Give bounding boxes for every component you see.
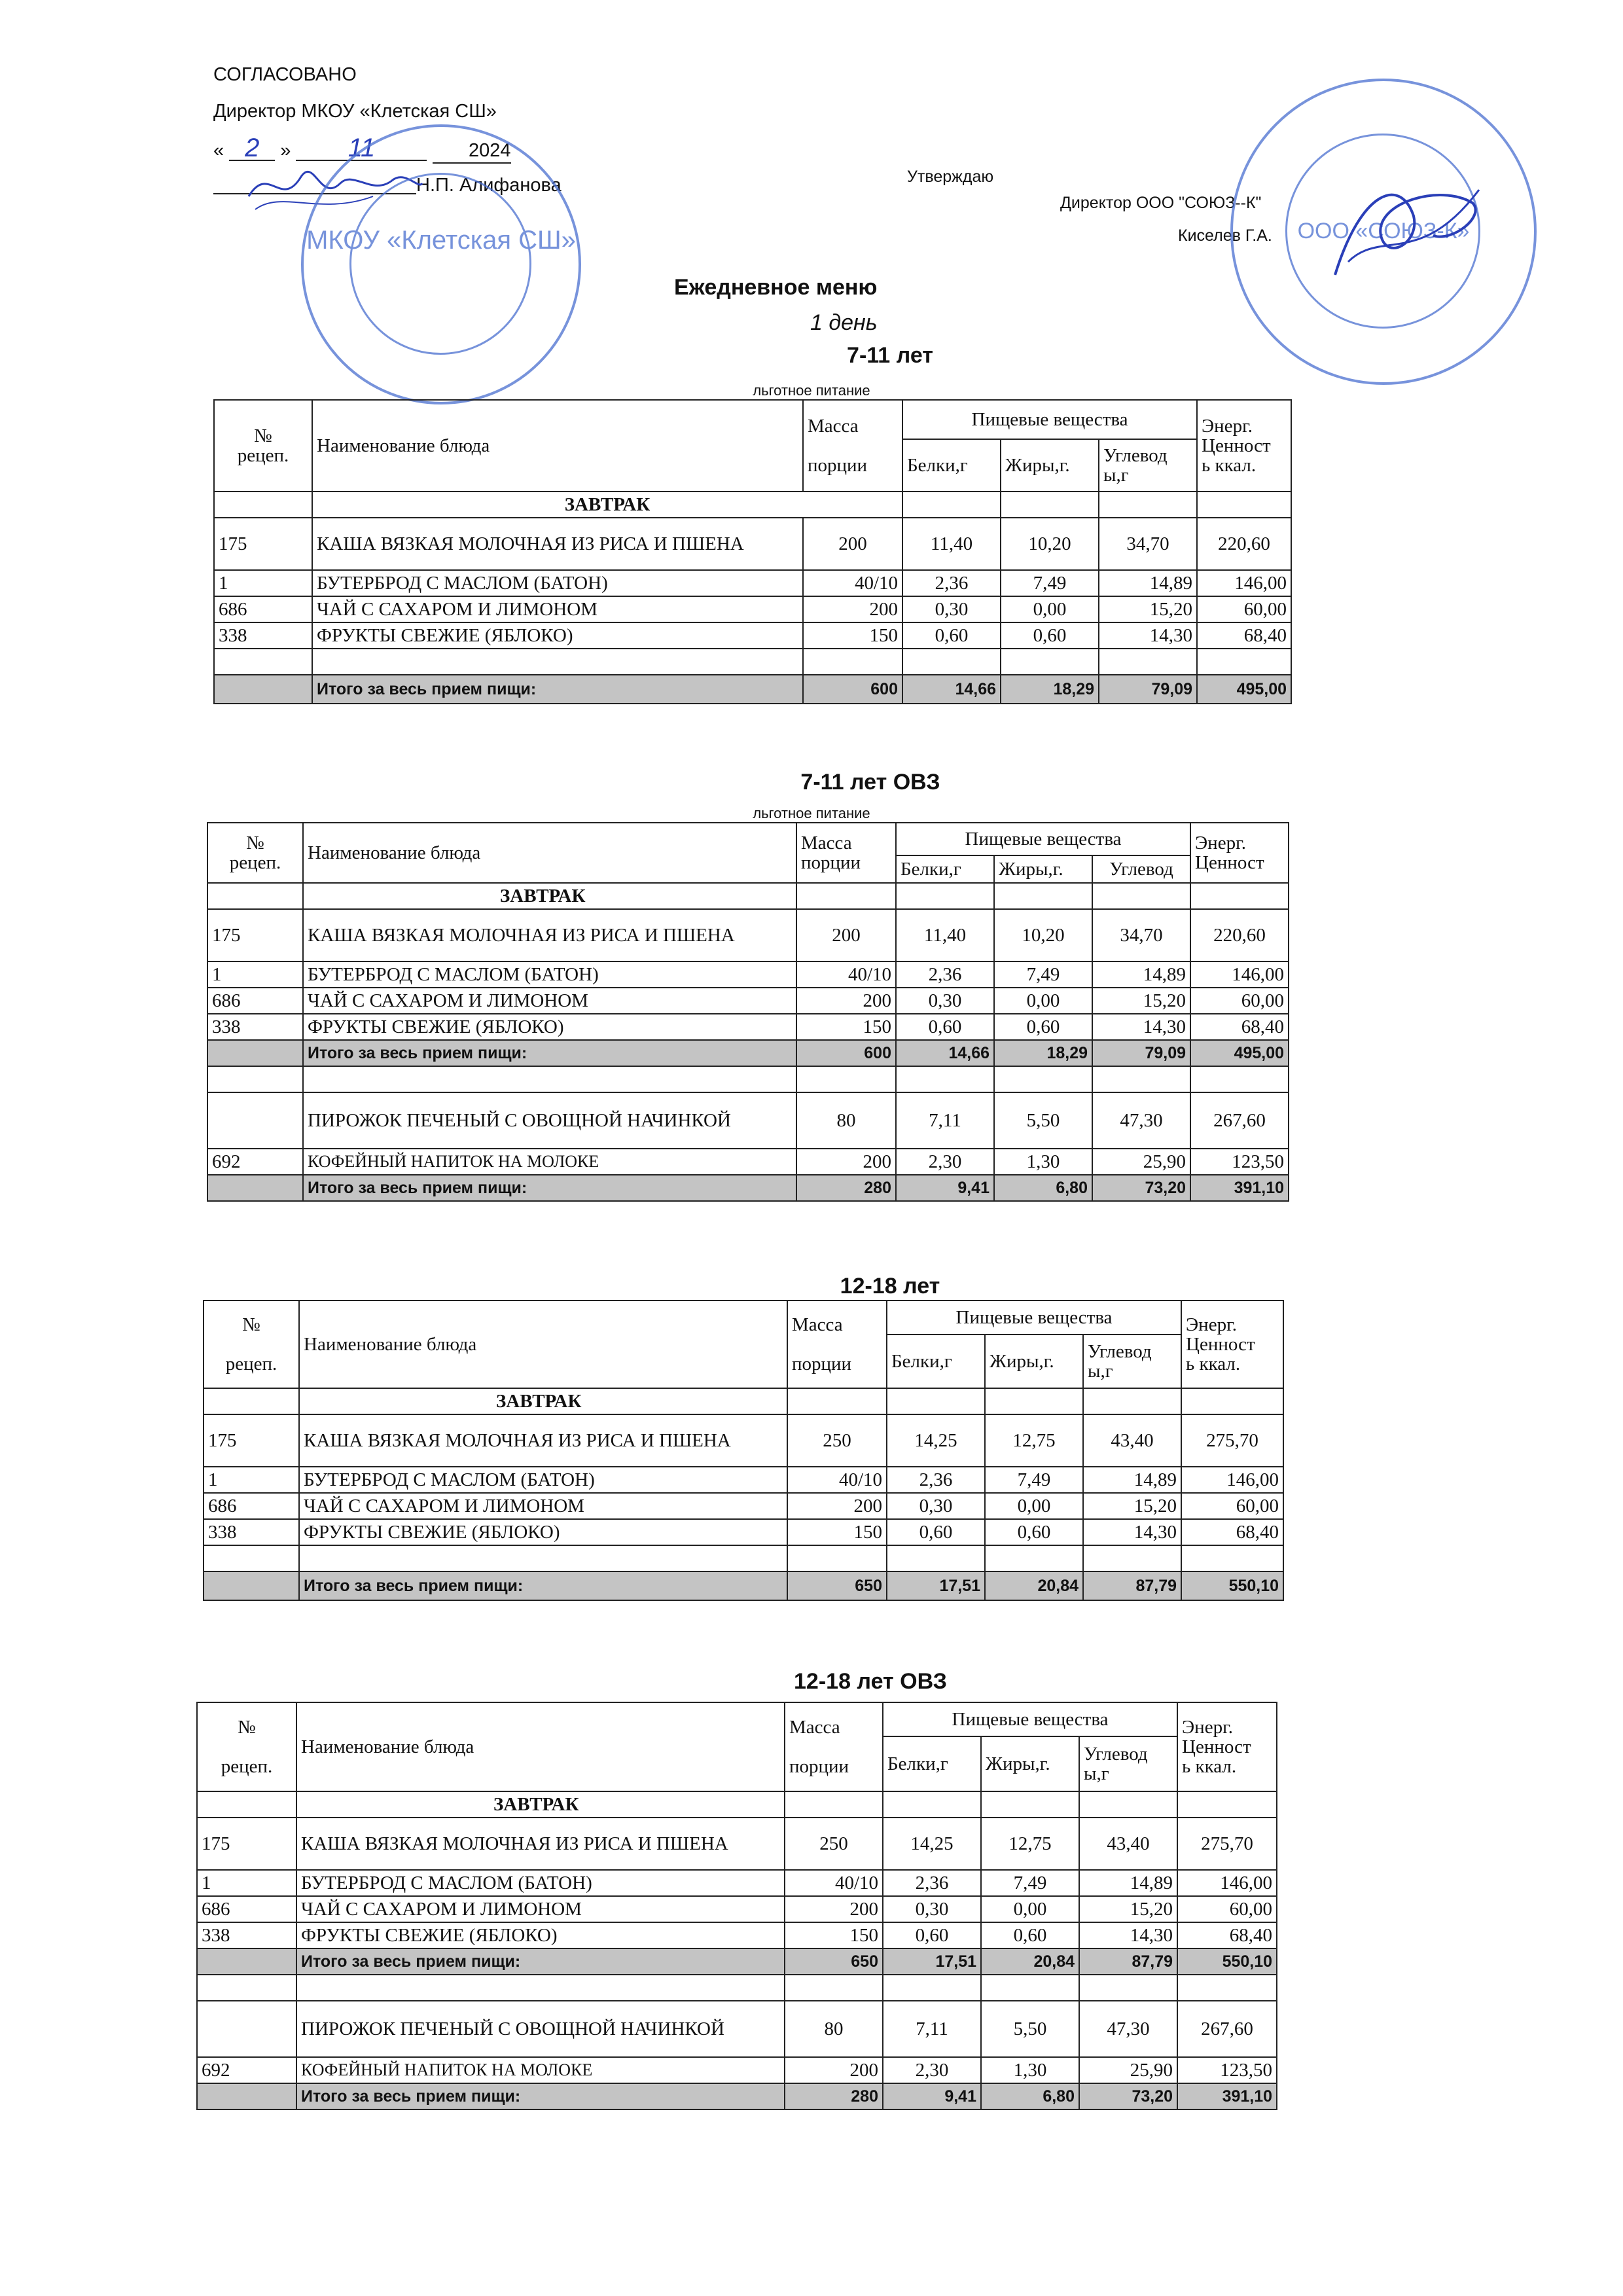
col-fat-header: Жиры,г. [1001, 439, 1099, 492]
agreed-name: Н.П. Алифанова [416, 175, 562, 196]
total-row: Итого за весь прием пищи: 280 9,41 6,80 73,20 391,10 [197, 2083, 1277, 2109]
col-nutrients-header: Пищевые вещества [887, 1300, 1181, 1335]
table-row: 338 ФРУКТЫ СВЕЖИЕ (ЯБЛОКО) 150 0,60 0,60 14,30 68,40 [207, 1014, 1289, 1040]
col-energy-header: Энерг. Ценност ь ккал. [1197, 400, 1291, 492]
col-fat-header: Жиры,г. [985, 1335, 1083, 1388]
meal-label: ЗАВТРАК [303, 883, 796, 909]
col-carbs-header: Углевод [1092, 855, 1190, 883]
col-nutrients-header: Пищевые вещества [883, 1702, 1177, 1736]
table-row: 338 ФРУКТЫ СВЕЖИЕ (ЯБЛОКО) 150 0,60 0,60 14,30 68,40 [204, 1519, 1283, 1545]
menu-table-7-11 [213, 399, 1292, 704]
stamp-left-text: МКОУ «Клетская СШ» [306, 226, 576, 255]
menu-table-12-18 [203, 1300, 1284, 1601]
col-energy-header: Энерг. Ценност ь ккал. [1181, 1300, 1283, 1388]
col-protein-header: Белки,г [896, 855, 994, 883]
section-1-title: 7-11 лет [847, 343, 933, 368]
section-4-title: 12-18 лет ОВЗ [794, 1669, 947, 1694]
col-nutrients-header: Пищевые вещества [902, 400, 1197, 439]
section-2-subtitle: льготное питание [753, 805, 870, 821]
col-protein-header: Белки,г [902, 439, 1001, 492]
table-row: 1 БУТЕРБРОД С МАСЛОМ (БАТОН) 40/10 2,36 7,49 14,89 146,00 [214, 570, 1291, 596]
col-name-header: Наименование блюда [296, 1702, 785, 1791]
approve-name: Киселев Г.А. [1178, 226, 1272, 245]
total-row: Итого за весь прием пищи: 600 14,66 18,29 79,09 495,00 [207, 1040, 1289, 1066]
col-carbs-header: Углевод ы,г [1099, 439, 1197, 492]
col-protein-header: Белки,г [887, 1335, 985, 1388]
date-close-quote: » [280, 140, 291, 161]
col-energy-header: Энерг. Ценност [1190, 823, 1289, 883]
col-fat-header: Жиры,г. [994, 855, 1092, 883]
table-row: 338 ФРУКТЫ СВЕЖИЕ (ЯБЛОКО) 150 0,60 0,60 14,30 68,40 [197, 1922, 1277, 1948]
col-fat-header: Жиры,г. [981, 1736, 1079, 1791]
meal-label: ЗАВТРАК [299, 1388, 787, 1414]
col-recipe-header: № рецеп. [214, 400, 312, 492]
col-mass-header: Масса порции [803, 400, 902, 492]
table-row: 692 КОФЕЙНЫЙ НАПИТОК НА МОЛОКЕ 200 2,30 1,30 25,90 123,50 [197, 2057, 1277, 2083]
date-day: 2 [229, 136, 275, 161]
table-row: ПИРОЖОК ПЕЧЕНЫЙ С ОВОЩНОЙ НАЧИНКОЙ 80 7,11 5,50 47,30 267,60 [207, 1092, 1289, 1149]
total-row: Итого за весь прием пищи: 280 9,41 6,80 73,20 391,10 [207, 1175, 1289, 1201]
col-name-header: Наименование блюда [312, 400, 803, 492]
table-row: 692 КОФЕЙНЫЙ НАПИТОК НА МОЛОКЕ 200 2,30 1,30 25,90 123,50 [207, 1149, 1289, 1175]
table-row: 1 БУТЕРБРОД С МАСЛОМ (БАТОН) 40/10 2,36 7,49 14,89 146,00 [204, 1467, 1283, 1493]
table-row: 686 ЧАЙ С САХАРОМ И ЛИМОНОМ 200 0,30 0,00 15,20 60,00 [214, 596, 1291, 622]
menu-table-7-11-ovz [207, 822, 1289, 1202]
col-name-header: Наименование блюда [299, 1300, 787, 1388]
table-row: 175 КАША ВЯЗКАЯ МОЛОЧНАЯ ИЗ РИСА И ПШЕНА 200 11,40 10,20 34,70 220,60 [207, 909, 1289, 961]
table-row: 686 ЧАЙ С САХАРОМ И ЛИМОНОМ 200 0,30 0,00 15,20 60,00 [207, 988, 1289, 1014]
approve-label: Утверждаю [907, 168, 994, 186]
agreed-position: Директор МКОУ «Клетская СШ» [213, 101, 497, 122]
col-recipe-header: № рецеп. [197, 1702, 296, 1791]
approve-position: Директор ООО "СОЮЗ--К" [1060, 194, 1262, 212]
day-title: 1 день [810, 310, 878, 335]
table-row: ПИРОЖОК ПЕЧЕНЫЙ С ОВОЩНОЙ НАЧИНКОЙ 80 7,11 5,50 47,30 267,60 [197, 2001, 1277, 2057]
table-row: 175 КАША ВЯЗКАЯ МОЛОЧНАЯ ИЗ РИСА И ПШЕНА 250 14,25 12,75 43,40 275,70 [197, 1818, 1277, 1870]
stamp-right-text: ООО «СОЮЗ-К» [1297, 219, 1470, 243]
section-3-title: 12-18 лет [840, 1274, 940, 1299]
col-mass-header: Масса порции [787, 1300, 887, 1388]
table-row: 686 ЧАЙ С САХАРОМ И ЛИМОНОМ 200 0,30 0,00 15,20 60,00 [197, 1896, 1277, 1922]
col-nutrients-header: Пищевые вещества [896, 823, 1190, 855]
signature-right [1322, 164, 1492, 295]
col-protein-header: Белки,г [883, 1736, 981, 1791]
agreed-label: СОГЛАСОВАНО [213, 64, 357, 85]
table-row: 175 КАША ВЯЗКАЯ МОЛОЧНАЯ ИЗ РИСА И ПШЕНА 250 14,25 12,75 43,40 275,70 [204, 1414, 1283, 1467]
total-row: Итого за весь прием пищи: 600 14,66 18,29 79,09 495,00 [214, 675, 1291, 704]
table-row: 175 КАША ВЯЗКАЯ МОЛОЧНАЯ ИЗ РИСА И ПШЕНА 200 11,40 10,20 34,70 220,60 [214, 518, 1291, 570]
table-row: 1 БУТЕРБРОД С МАСЛОМ (БАТОН) 40/10 2,36 7,49 14,89 146,00 [207, 961, 1289, 988]
col-recipe-header: № рецеп. [204, 1300, 299, 1388]
menu-table-12-18-ovz [196, 1702, 1277, 2110]
table-row: 1 БУТЕРБРОД С МАСЛОМ (БАТОН) 40/10 2,36 7,49 14,89 146,00 [197, 1870, 1277, 1896]
col-mass-header: Масса порции [785, 1702, 883, 1791]
date-open-quote: « [213, 140, 224, 161]
col-carbs-header: Углевод ы,г [1079, 1736, 1177, 1791]
meal-label: ЗАВТРАК [296, 1791, 785, 1818]
page-title: Ежедневное меню [674, 275, 878, 300]
col-recipe-header: № рецеп. [207, 823, 303, 883]
total-row: Итого за весь прием пищи: 650 17,51 20,84 87,79 550,10 [197, 1948, 1277, 1975]
meal-label: ЗАВТРАК [312, 492, 902, 518]
date-month: 11 [296, 136, 427, 161]
col-name-header: Наименование блюда [303, 823, 796, 883]
total-row: Итого за весь прием пищи: 650 17,51 20,84 87,79 550,10 [204, 1571, 1283, 1600]
col-carbs-header: Углевод ы,г [1083, 1335, 1181, 1388]
table-row: 686 ЧАЙ С САХАРОМ И ЛИМОНОМ 200 0,30 0,00 15,20 60,00 [204, 1493, 1283, 1519]
col-energy-header: Энерг. Ценност ь ккал. [1177, 1702, 1277, 1791]
date-year: 2024 [433, 139, 511, 164]
section-2-title: 7-11 лет ОВЗ [800, 770, 940, 795]
col-mass-header: Масса порции [796, 823, 896, 883]
table-row: 338 ФРУКТЫ СВЕЖИЕ (ЯБЛОКО) 150 0,60 0,60 14,30 68,40 [214, 622, 1291, 649]
section-1-subtitle: льготное питание [753, 382, 870, 399]
